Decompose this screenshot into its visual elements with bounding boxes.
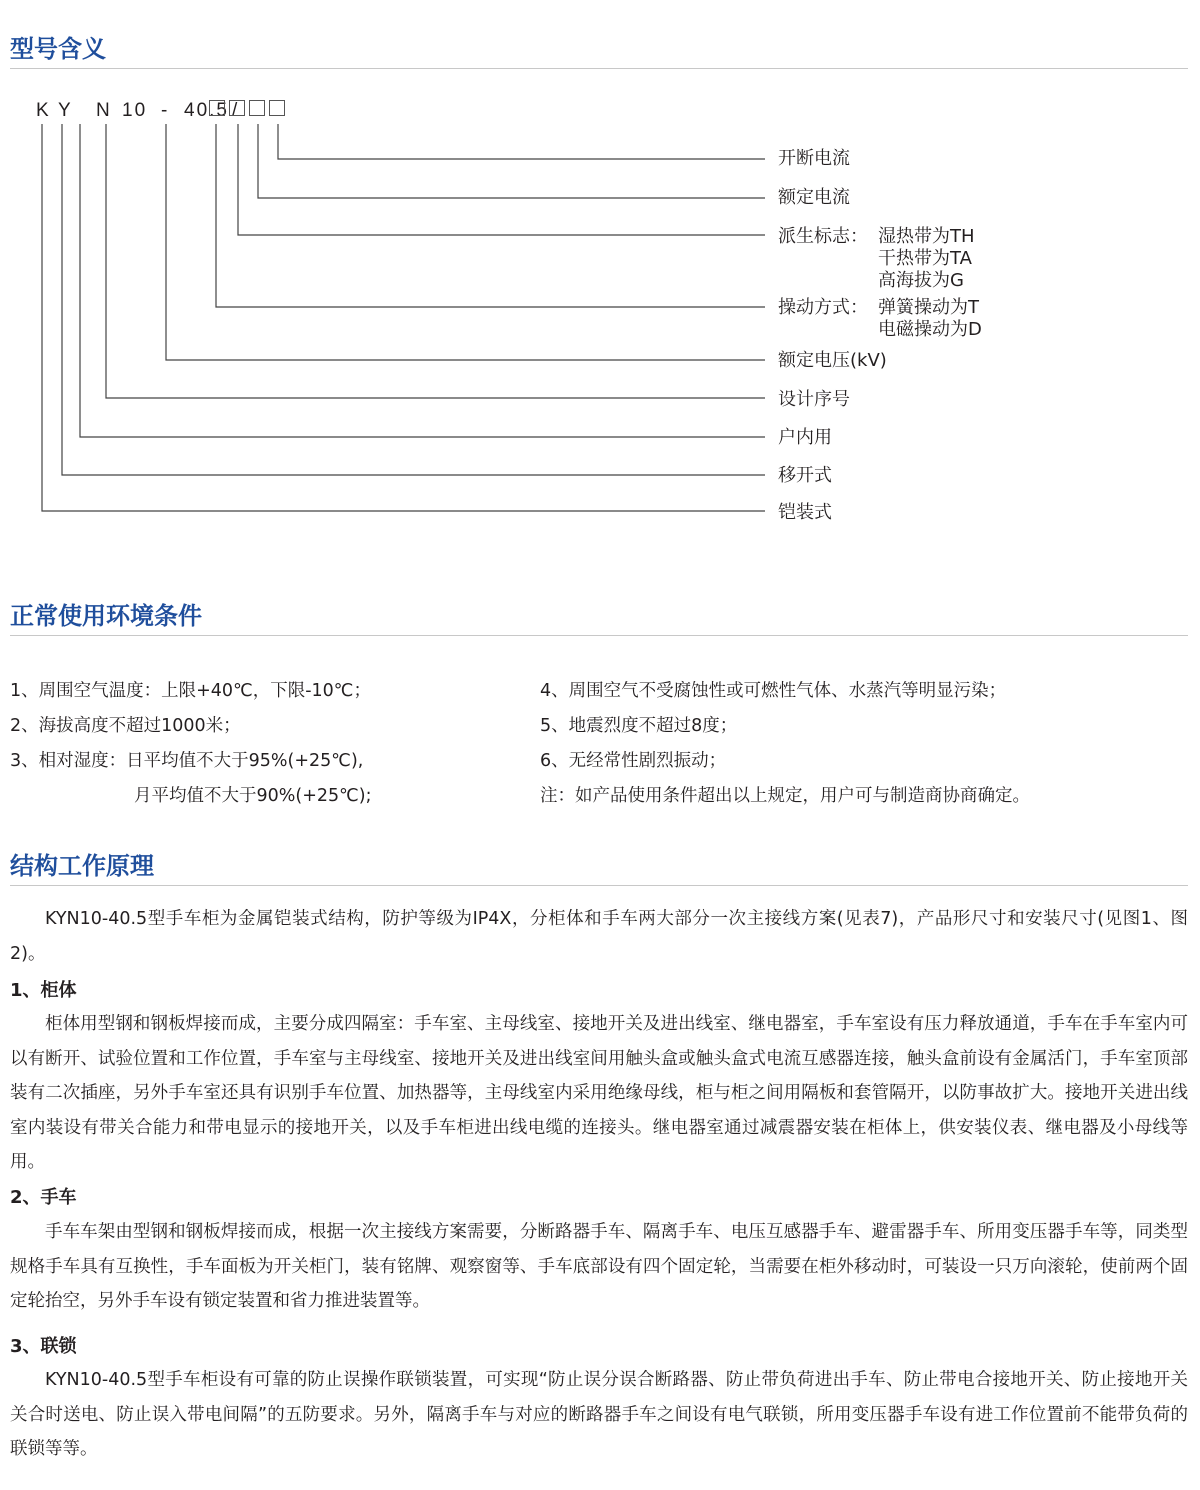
label-breaking-current: 开断电流 (778, 148, 850, 169)
model-leader-lines (0, 0, 1200, 540)
leader-line-design-no (106, 124, 765, 398)
section-title-structure: 结构工作原理 (10, 852, 154, 880)
code-k: K (36, 100, 51, 121)
code-n: N (96, 100, 112, 121)
leader-line-metal-clad (42, 124, 765, 511)
condition-2: 2、海拔高度不超过1000米； (10, 716, 241, 736)
subhead-interlock: 3、联锁 (10, 1336, 77, 1357)
condition-3: 3、相对湿度：日平均值不大于95%(+25℃), (10, 751, 364, 771)
code-dash: - (161, 100, 170, 121)
label-derivative-th: 湿热带为TH (878, 226, 975, 247)
label-derivative (778, 226, 975, 291)
leader-line-rated-current (258, 124, 765, 198)
subhead-cabinet: 1、柜体 (10, 980, 77, 1001)
structure-intro: KYN10-40.5型手车柜为金属铠装式结构，防护等级为IP4X，分柜体和手车两大部分一次主接线方案(见表7)，产品形尺寸和安装尺寸(见图1、图2)。 (10, 909, 1188, 964)
condition-3-monthly: 月平均值不大于90%(+25℃); (134, 786, 372, 806)
leader-line-breaking-current (278, 124, 765, 159)
label-operation-title: 操动方式： (778, 297, 868, 318)
code-num: 10 (122, 100, 148, 121)
structure-interlock-text: KYN10-40.5型手车柜设有可靠的防止误操作联锁装置，可实现“防止误分误合断路器、防止带负荷进出手车、防止带电合接地开关、防止接地开关关合时送电、防止误入带电间隔”的五防要求。另外，隔离手车与对应的断路器手车之间设有电气联锁，所用变压器手车设有进工作位置前不能带负荷的联锁等等。 (10, 1370, 1188, 1460)
label-metal-clad: 铠装式 (778, 502, 832, 523)
label-derivative-title: 派生标志： (778, 226, 868, 247)
leader-line-indoor (80, 124, 765, 437)
section-title-model: 型号含义 (10, 35, 106, 63)
structure-cabinet-text: 柜体用型钢和钢板焊接而成，主要分成四隔室：手车室、主母线室、接地开关及进出线室、继电器室，手车室设有压力释放通道，手车在手车室内可以有断开、试验位置和工作位置，手车室与主母线室、接地开关及进出线室间用触头盒或触头盒式电流互感器连接，触头盒前设有金属活门，手车室顶部装有二次插座，另外手车室还具有识别手车位置、加热器等，主母线室内采用绝缘母线，柜与柜之间用隔板和套管隔开，以防事故扩大。接地开关进出线室内装设有带关合能力和带电显示的接地开关，以及手车柜进出线电缆的连接头。继电器室通过减震器安装在柜体上，供安装仪表、继电器及小母线等用。 (10, 1014, 1188, 1173)
label-rated-current: 额定电流 (778, 187, 850, 208)
structure-truck-text: 手车车架由型钢和钢板焊接而成，根据一次主接线方案需要，分断路器手车、隔离手车、电压互感器手车、避雷器手车、所用变压器手车等，同类型规格手车具有互换性，手车面板为开关柜门，装有铭牌、观察窗等、手车底部设有四个固定轮，当需要在柜外移动时，可装设一只万向滚轮，使前两个固定轮抬空，另外手车设有锁定装置和省力推进装置等。 (10, 1222, 1188, 1312)
section-divider (10, 885, 1188, 886)
condition-note: 注：如产品使用条件超出以上规定，用户可与制造商协商确定。 (540, 786, 1030, 806)
label-derivative-ta: 干热带为TA (878, 248, 972, 269)
leader-line-derivative (238, 124, 765, 235)
label-withdrawable: 移开式 (778, 465, 832, 486)
code-slash: / (232, 100, 240, 121)
condition-4: 4、周围空气不受腐蚀性或可燃性气体、水蒸汽等明显污染； (540, 681, 1007, 701)
label-design-no: 设计序号 (778, 389, 850, 410)
label-operation-t: 弹簧操动为T (878, 297, 979, 318)
section-divider (10, 635, 1188, 636)
leader-line-operation (216, 124, 765, 307)
leader-line-withdrawable (62, 124, 765, 475)
label-rated-voltage: 额定电压(kV) (778, 350, 887, 371)
label-operation-d: 电磁操动为D (878, 319, 982, 340)
condition-5: 5、地震烈度不超过8度； (540, 716, 738, 736)
label-derivative-g: 高海拔为G (878, 270, 964, 291)
label-operation (778, 297, 982, 340)
condition-6: 6、无经常性剧烈振动； (540, 751, 727, 771)
subhead-truck: 2、手车 (10, 1187, 77, 1208)
code-y: Y (58, 100, 73, 121)
condition-1: 1、周围空气温度：上限+40℃，下限-10℃； (10, 681, 371, 701)
label-indoor: 户内用 (778, 427, 832, 448)
code-voltage: 40.5 (184, 100, 229, 121)
section-title-env: 正常使用环境条件 (10, 602, 202, 630)
